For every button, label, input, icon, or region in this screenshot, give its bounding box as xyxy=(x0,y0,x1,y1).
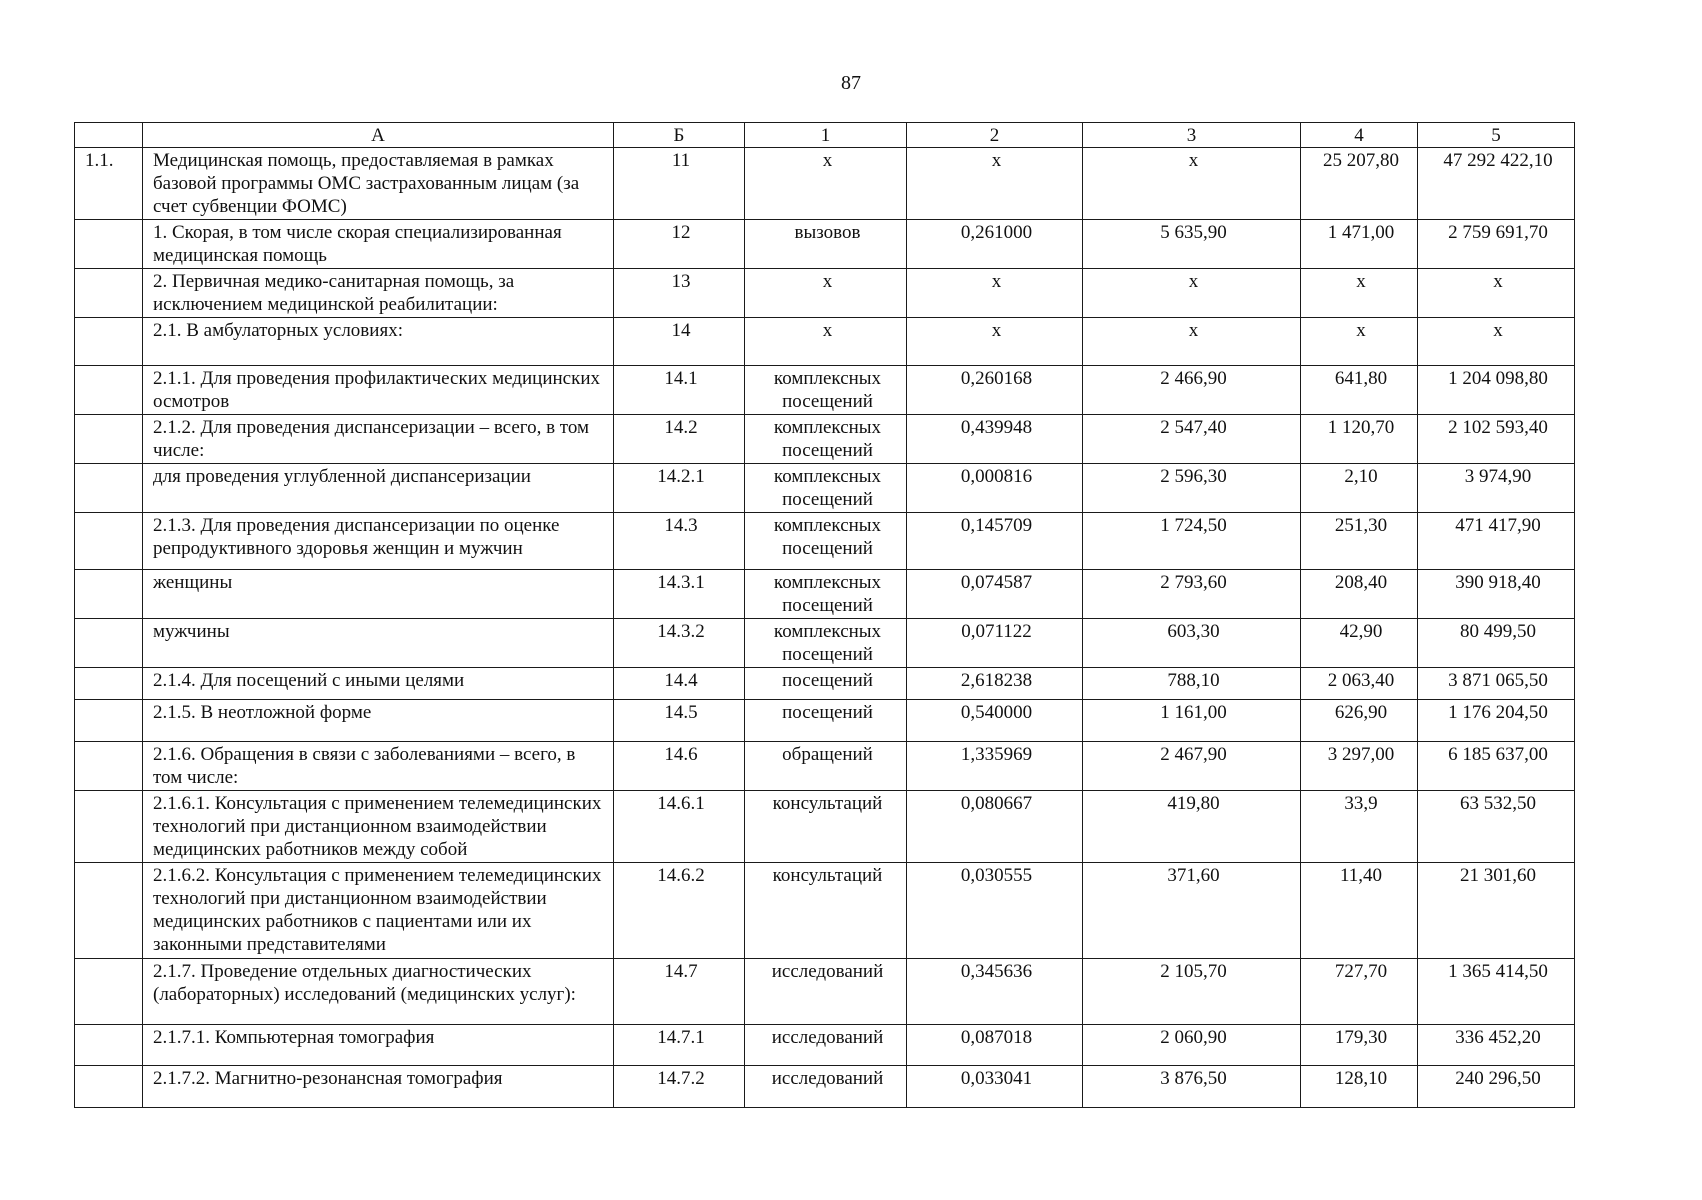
row-unit-cell: комплексных посещений xyxy=(745,464,907,513)
row-unit-cell: консультаций xyxy=(745,791,907,863)
header-cell: Б xyxy=(614,123,745,148)
row-unit-cell: исследований xyxy=(745,1025,907,1066)
row-name-cell: для проведения углубленной диспансеризации xyxy=(143,464,614,513)
row-value-2-cell: 0,087018 xyxy=(907,1025,1083,1066)
row-value-5-cell: 63 532,50 xyxy=(1418,791,1575,863)
table-row xyxy=(75,959,1575,1025)
row-value-4-cell: 179,30 xyxy=(1301,1025,1418,1066)
row-value-2-cell: 0,261000 xyxy=(907,220,1083,269)
row-code-cell: 14.6.2 xyxy=(614,863,745,959)
row-value-5-cell: 336 452,20 xyxy=(1418,1025,1575,1066)
row-value-2-cell: х xyxy=(907,269,1083,318)
table-row xyxy=(75,668,1575,700)
row-unit-cell: х xyxy=(745,318,907,366)
table-row xyxy=(75,318,1575,366)
row-name-cell: 2.1.7.1. Компьютерная томография xyxy=(143,1025,614,1066)
row-name-cell: 2.1.6.1. Консультация с применением телемедицинских технологий при дистанционном взаимодействии медицинских работников между собой xyxy=(143,791,614,863)
table-row xyxy=(75,1066,1575,1108)
row-code-cell: 14.2.1 xyxy=(614,464,745,513)
row-name-cell: 2.1.6. Обращения в связи с заболеваниями – всего, в том числе: xyxy=(143,742,614,791)
row-code-cell: 14.3.1 xyxy=(614,570,745,619)
row-value-4-cell: 1 120,70 xyxy=(1301,415,1418,464)
row-code-cell: 14.6.1 xyxy=(614,791,745,863)
row-name-cell: Медицинская помощь, предоставляемая в рамках базовой программы ОМС застрахованным лицам (за счет субвенции ФОМС) xyxy=(143,148,614,220)
row-unit-cell: х xyxy=(745,269,907,318)
row-number-cell xyxy=(75,220,143,269)
row-name-cell: женщины xyxy=(143,570,614,619)
row-unit-cell: комплексных посещений xyxy=(745,570,907,619)
row-code-cell: 14.3.2 xyxy=(614,619,745,668)
row-unit-cell: х xyxy=(745,148,907,220)
row-value-4-cell: 626,90 xyxy=(1301,700,1418,742)
row-name-cell: 2.1.7.2. Магнитно-резонансная томография xyxy=(143,1066,614,1108)
row-unit-cell: комплексных посещений xyxy=(745,619,907,668)
row-number-cell xyxy=(75,619,143,668)
row-value-5-cell: 240 296,50 xyxy=(1418,1066,1575,1108)
row-value-4-cell: 1 471,00 xyxy=(1301,220,1418,269)
row-value-5-cell: 47 292 422,10 xyxy=(1418,148,1575,220)
row-value-5-cell: х xyxy=(1418,269,1575,318)
header-cell: А xyxy=(143,123,614,148)
row-value-5-cell: 80 499,50 xyxy=(1418,619,1575,668)
row-number-cell xyxy=(75,570,143,619)
table-body xyxy=(75,148,1575,1108)
row-unit-cell: консультаций xyxy=(745,863,907,959)
table-row xyxy=(75,791,1575,863)
table-row xyxy=(75,464,1575,513)
row-value-5-cell: 6 185 637,00 xyxy=(1418,742,1575,791)
row-code-cell: 13 xyxy=(614,269,745,318)
row-value-2-cell: 0,439948 xyxy=(907,415,1083,464)
row-value-3-cell: х xyxy=(1083,148,1301,220)
row-value-4-cell: 2,10 xyxy=(1301,464,1418,513)
row-name-cell: 2.1.5. В неотложной форме xyxy=(143,700,614,742)
row-value-5-cell: 2 759 691,70 xyxy=(1418,220,1575,269)
row-value-2-cell: 0,030555 xyxy=(907,863,1083,959)
row-code-cell: 14.2 xyxy=(614,415,745,464)
row-value-4-cell: 3 297,00 xyxy=(1301,742,1418,791)
row-value-3-cell: 788,10 xyxy=(1083,668,1301,700)
table-row xyxy=(75,742,1575,791)
row-value-3-cell: 1 724,50 xyxy=(1083,513,1301,570)
row-value-2-cell: 0,033041 xyxy=(907,1066,1083,1108)
table-row xyxy=(75,148,1575,220)
row-value-4-cell: х xyxy=(1301,269,1418,318)
header-cell: 5 xyxy=(1418,123,1575,148)
row-number-cell xyxy=(75,318,143,366)
row-value-5-cell: 21 301,60 xyxy=(1418,863,1575,959)
row-value-3-cell: 2 105,70 xyxy=(1083,959,1301,1025)
row-number-cell xyxy=(75,513,143,570)
row-code-cell: 14.4 xyxy=(614,668,745,700)
row-number-cell xyxy=(75,668,143,700)
row-unit-cell: исследований xyxy=(745,1066,907,1108)
row-name-cell: 2.1.3. Для проведения диспансеризации по оценке репродуктивного здоровья женщин и мужчин xyxy=(143,513,614,570)
row-number-cell: 1.1. xyxy=(75,148,143,220)
row-value-3-cell: 2 547,40 xyxy=(1083,415,1301,464)
row-value-3-cell: 2 466,90 xyxy=(1083,366,1301,415)
row-value-2-cell: 0,080667 xyxy=(907,791,1083,863)
row-value-4-cell: 42,90 xyxy=(1301,619,1418,668)
row-value-5-cell: 1 176 204,50 xyxy=(1418,700,1575,742)
row-value-2-cell: 0,540000 xyxy=(907,700,1083,742)
row-value-2-cell: 1,335969 xyxy=(907,742,1083,791)
row-name-cell: 2.1.7. Проведение отдельных диагностических (лабораторных) исследований (медицинских услуг): xyxy=(143,959,614,1025)
table-row xyxy=(75,366,1575,415)
row-code-cell: 14.3 xyxy=(614,513,745,570)
row-value-2-cell: 2,618238 xyxy=(907,668,1083,700)
header-cell: 2 xyxy=(907,123,1083,148)
row-value-4-cell: 727,70 xyxy=(1301,959,1418,1025)
row-value-2-cell: х xyxy=(907,318,1083,366)
row-value-2-cell: 0,074587 xyxy=(907,570,1083,619)
table-row xyxy=(75,570,1575,619)
header-cell: 1 xyxy=(745,123,907,148)
row-name-cell: мужчины xyxy=(143,619,614,668)
row-code-cell: 14.7 xyxy=(614,959,745,1025)
row-value-2-cell: 0,260168 xyxy=(907,366,1083,415)
row-value-2-cell: х xyxy=(907,148,1083,220)
table-row xyxy=(75,269,1575,318)
row-name-cell: 1. Скорая, в том числе скорая специализированная медицинская помощь xyxy=(143,220,614,269)
row-name-cell: 2.1.4. Для посещений с иными целями xyxy=(143,668,614,700)
row-value-4-cell: 11,40 xyxy=(1301,863,1418,959)
row-unit-cell: посещений xyxy=(745,668,907,700)
row-value-3-cell: 1 161,00 xyxy=(1083,700,1301,742)
row-value-4-cell: 208,40 xyxy=(1301,570,1418,619)
row-value-3-cell: 2 060,90 xyxy=(1083,1025,1301,1066)
row-code-cell: 12 xyxy=(614,220,745,269)
row-number-cell xyxy=(75,863,143,959)
table-row xyxy=(75,863,1575,959)
table-row xyxy=(75,619,1575,668)
row-code-cell: 14.5 xyxy=(614,700,745,742)
row-number-cell xyxy=(75,1066,143,1108)
row-number-cell xyxy=(75,269,143,318)
row-value-2-cell: 0,071122 xyxy=(907,619,1083,668)
row-unit-cell: комплексных посещений xyxy=(745,513,907,570)
row-value-4-cell: 25 207,80 xyxy=(1301,148,1418,220)
row-value-2-cell: 0,145709 xyxy=(907,513,1083,570)
row-value-5-cell: 1 365 414,50 xyxy=(1418,959,1575,1025)
row-name-cell: 2. Первичная медико-санитарная помощь, за исключением медицинской реабилитации: xyxy=(143,269,614,318)
row-value-3-cell: 419,80 xyxy=(1083,791,1301,863)
row-number-cell xyxy=(75,464,143,513)
row-value-3-cell: 2 596,30 xyxy=(1083,464,1301,513)
page-number: 87 xyxy=(841,72,861,94)
row-value-4-cell: 641,80 xyxy=(1301,366,1418,415)
row-code-cell: 14.7.2 xyxy=(614,1066,745,1108)
row-value-3-cell: х xyxy=(1083,269,1301,318)
row-value-5-cell: 3 871 065,50 xyxy=(1418,668,1575,700)
row-value-3-cell: 2 467,90 xyxy=(1083,742,1301,791)
row-number-cell xyxy=(75,700,143,742)
row-value-2-cell: 0,000816 xyxy=(907,464,1083,513)
row-unit-cell: исследований xyxy=(745,959,907,1025)
row-value-4-cell: 2 063,40 xyxy=(1301,668,1418,700)
row-number-cell xyxy=(75,366,143,415)
header-cell xyxy=(75,123,143,148)
row-unit-cell: комплексных посещений xyxy=(745,415,907,464)
row-value-3-cell: х xyxy=(1083,318,1301,366)
row-value-5-cell: 2 102 593,40 xyxy=(1418,415,1575,464)
row-value-4-cell: 33,9 xyxy=(1301,791,1418,863)
row-value-5-cell: 390 918,40 xyxy=(1418,570,1575,619)
row-name-cell: 2.1.2. Для проведения диспансеризации – всего, в том числе: xyxy=(143,415,614,464)
row-value-5-cell: 471 417,90 xyxy=(1418,513,1575,570)
row-value-3-cell: 603,30 xyxy=(1083,619,1301,668)
header-row xyxy=(75,123,1575,148)
row-value-4-cell: х xyxy=(1301,318,1418,366)
row-name-cell: 2.1.1. Для проведения профилактических медицинских осмотров xyxy=(143,366,614,415)
row-value-3-cell: 3 876,50 xyxy=(1083,1066,1301,1108)
row-code-cell: 14.7.1 xyxy=(614,1025,745,1066)
table-row xyxy=(75,220,1575,269)
row-value-5-cell: х xyxy=(1418,318,1575,366)
row-name-cell: 2.1.6.2. Консультация с применением телемедицинских технологий при дистанционном взаимодействии медицинских работников с пациентами или их законными представителями xyxy=(143,863,614,959)
row-code-cell: 11 xyxy=(614,148,745,220)
row-unit-cell: вызовов xyxy=(745,220,907,269)
table-row xyxy=(75,700,1575,742)
row-value-4-cell: 128,10 xyxy=(1301,1066,1418,1108)
row-unit-cell: комплексных посещений xyxy=(745,366,907,415)
row-number-cell xyxy=(75,791,143,863)
row-value-5-cell: 3 974,90 xyxy=(1418,464,1575,513)
row-value-3-cell: 2 793,60 xyxy=(1083,570,1301,619)
row-value-3-cell: 5 635,90 xyxy=(1083,220,1301,269)
row-number-cell xyxy=(75,959,143,1025)
row-unit-cell: посещений xyxy=(745,700,907,742)
row-value-5-cell: 1 204 098,80 xyxy=(1418,366,1575,415)
report-table xyxy=(74,122,1575,1108)
row-number-cell xyxy=(75,415,143,464)
row-value-4-cell: 251,30 xyxy=(1301,513,1418,570)
table-row xyxy=(75,1025,1575,1066)
row-number-cell xyxy=(75,1025,143,1066)
row-value-3-cell: 371,60 xyxy=(1083,863,1301,959)
row-code-cell: 14 xyxy=(614,318,745,366)
row-value-2-cell: 0,345636 xyxy=(907,959,1083,1025)
table-row xyxy=(75,415,1575,464)
row-code-cell: 14.1 xyxy=(614,366,745,415)
header-cell: 3 xyxy=(1083,123,1301,148)
table-row xyxy=(75,513,1575,570)
row-name-cell: 2.1. В амбулаторных условиях: xyxy=(143,318,614,366)
row-code-cell: 14.6 xyxy=(614,742,745,791)
row-number-cell xyxy=(75,742,143,791)
header-cell: 4 xyxy=(1301,123,1418,148)
row-unit-cell: обращений xyxy=(745,742,907,791)
